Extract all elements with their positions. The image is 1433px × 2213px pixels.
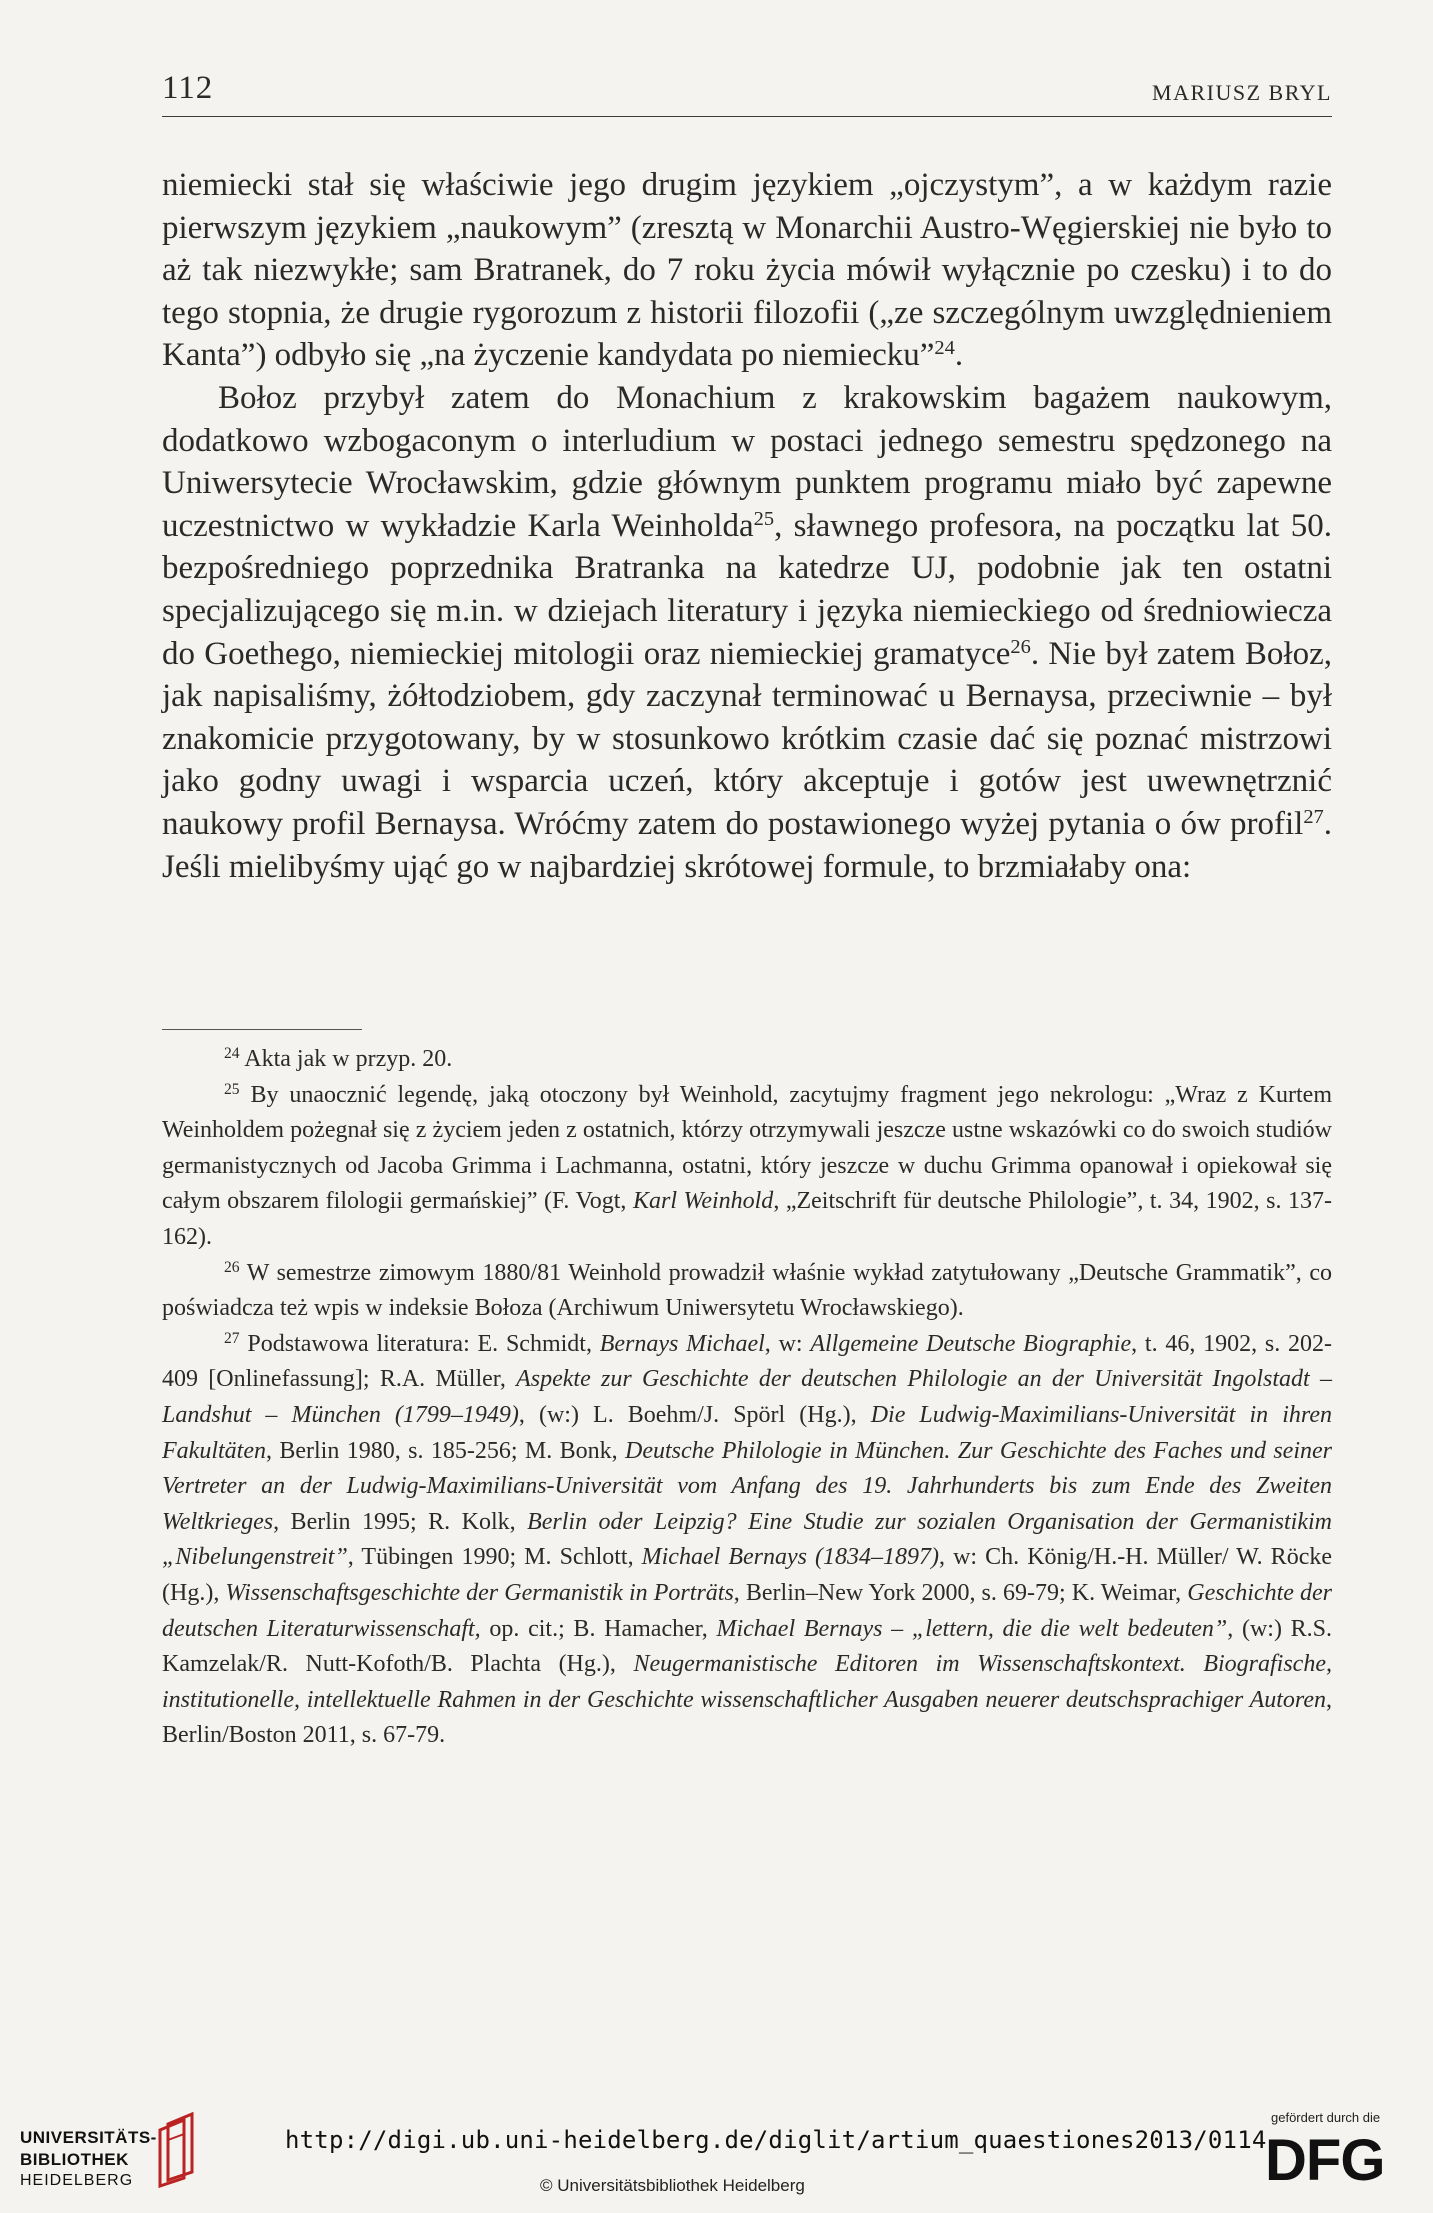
footnote-ref[interactable]: 26 [1010, 635, 1031, 658]
footnote-25: $^{25}$ By unaocznić legendę, jaką otoczony był Weinhold, zacytujmy fragment jego nekrologu: „Wraz z Kurtem Weinholdem pożegnał się z życiem jeden z ostatnich, którzy otrzymywali jeszcze ustne wskazówki co do swoich studiów germanistycznych od Jacoba Grimma i Lachmanna, ostatni, który jeszcze w duchu Grimma opanował i opiekował się całym obszarem filologii germańskiej” (F. Vogt, Karl Weinhold, „Zeitschrift für deutsche Philologie”, t. 34, 1902, s. 137-162). [162, 1080, 1333, 1250]
footnote-ref[interactable]: 24 [934, 337, 955, 360]
digitization-footer [0, 2090, 1433, 2213]
paragraph: Bołoz przybył zatem do Monachium z krakowskim bagażem naukowym, dodatkowo wzbogaconym o interludium w postaci jednego semestru spędzonego na Uniwersytecie Wrocławskim, gdzie głównym punktem programu miało być zapewne uczestnictwo w wykładzie Karla Weinholda$^{25}$, sławnego profesora, na początku lat 50. bezpośredniego poprzednika Bratranka na katedrze UJ, podobnie jak ten ostatni specjalizującego się m.in. w dziejach literatury i języka niemieckiego od średniowiecza do Goethego, niemieckiej mitologii oraz niemieckiej gramatyce$^{26}$. Nie był zatem Bołoz, jak napisaliśmy, żółtodziobem, gdy zaczynał terminować u Bernaysa, przeciwnie – był znakomicie przygotowany, by w stosunkowo krótkim czasie dać się poznać mistrzowi jako godny uwagi i wsparcia uczeń, który akceptuje i gotów jest uwewnętrznić naukowy profil Bernaysa. Wróćmy zatem do postawionego wyżej pytania o ów profil$^{27}$. Jeśli mielibyśmy ująć go w najbardziej skrótowej formule, to brzmiałaby ona: [162, 379, 1333, 885]
document-url-link[interactable]: http://digi.ub.uni-heidelberg.de/diglit/artium_quaestiones2013/0114 [285, 2126, 1267, 2154]
library-emblem-icon [148, 2110, 204, 2188]
dfg-logo[interactable]: DFG [1265, 2128, 1385, 2193]
footnote-ref[interactable]: 27 [1303, 805, 1324, 828]
footnote-ref[interactable]: 25 [753, 507, 775, 530]
paragraph: niemiecki stał się właściwie jego drugim językiem „ojczystym”, a w każdym razie pierwszym językiem „naukowym” (zresztą w Monarchii Austro-Węgierskiej nie było to aż tak niezwykłe; sam Bratranek, do 7 roku życia mówił wyłącznie po czesku) i to do tego stopnia, że drugie rygorozum z historii filozofii („ze szczególnym uwzględnieniem Kanta”) odbyło się „na życzenie kandydata po niemiecku”$^{24}$. [162, 167, 1332, 374]
copyright-notice: © Universitätsbibliothek Heidelberg [540, 2176, 805, 2195]
main-text [162, 164, 1332, 888]
running-head-author: MARIUSZ BRYL [1152, 80, 1332, 105]
footnote-divider [162, 1029, 362, 1030]
footnote-27: $^{27}$ Podstawowa literatura: E. Schmidt, Bernays Michael, w: Allgemeine Deutsche Biographie, t. 46, 1902, s. 202-409 [Onlinefassung]; R.A. Müller, Aspekte zur Geschichte der deutschen Philologie an der Universität Ingolstadt – Landshut – München (1799–1949), (w:) L. Boehm/J. Spörl (Hg.), Die Ludwig-Maximilians-Universität in ihren Fakultäten, Berlin 1980, s. 185-256; M. Bonk, Deutsche Philologie in München. Zur Geschichte des Faches und seiner Vertreter an der Ludwig-Maximilians-Universität vom Anfang des 19. Jahrhunderts bis zum Ende des Zweiten Weltkrieges, Berlin 1995; R. Kolk, Berlin oder Leipzig? Eine Studie zur sozialen Organisation der Germanistikim „Nibelungenstreit”, Tübingen 1990; M. Schlott, Michael Bernays (1834–1897), w: Ch. König/H.-H. Müller/ W. Röcke (Hg.), Wissenschaftsgeschichte der Germanistik in Porträts, Berlin–New York 2000, s. 69-79; K. Weimar, Geschichte der deutschen Literaturwissenschaft, op. cit.; B. Hamacher, Michael Bernays – „lettern, die die welt bedeuten”, (w:) R.S. Kamzelak/R. Nutt-Kofoth/B. Plachta (Hg.), Neugermanistische Editoren im Wissenschaftskontext. Biografische, institutionelle, intellektuelle Rahmen in der Geschichte wissenschaftlicher Ausgaben neuerer deutschsprachiger Autoren, Berlin/Boston 2011, s. 67-79. [162, 1329, 1333, 1749]
funding-caption: gefördert durch die [1271, 2110, 1381, 2125]
running-head [162, 66, 1332, 117]
footnote-26: $^{26}$ W semestrze zimowym 1880/81 Weinhold prowadził właśnie wykład zatytułowany „Deutsche Grammatik”, co poświadcza też wpis w indeksie Bołoza (Archiwum Uniwersytetu Wrocławskiego). [162, 1258, 1332, 1322]
page-number: 112 [162, 70, 214, 106]
footnote-24: $^{24}$ Akta jak w przyp. 20. [224, 1045, 453, 1072]
university-library-logo[interactable]: UNIVERSITÄTS- BIBLIOTHEK HEIDELBERG [20, 2108, 230, 2208]
dfg-funding-block [1265, 2110, 1415, 2205]
footnotes [162, 1042, 1332, 1754]
